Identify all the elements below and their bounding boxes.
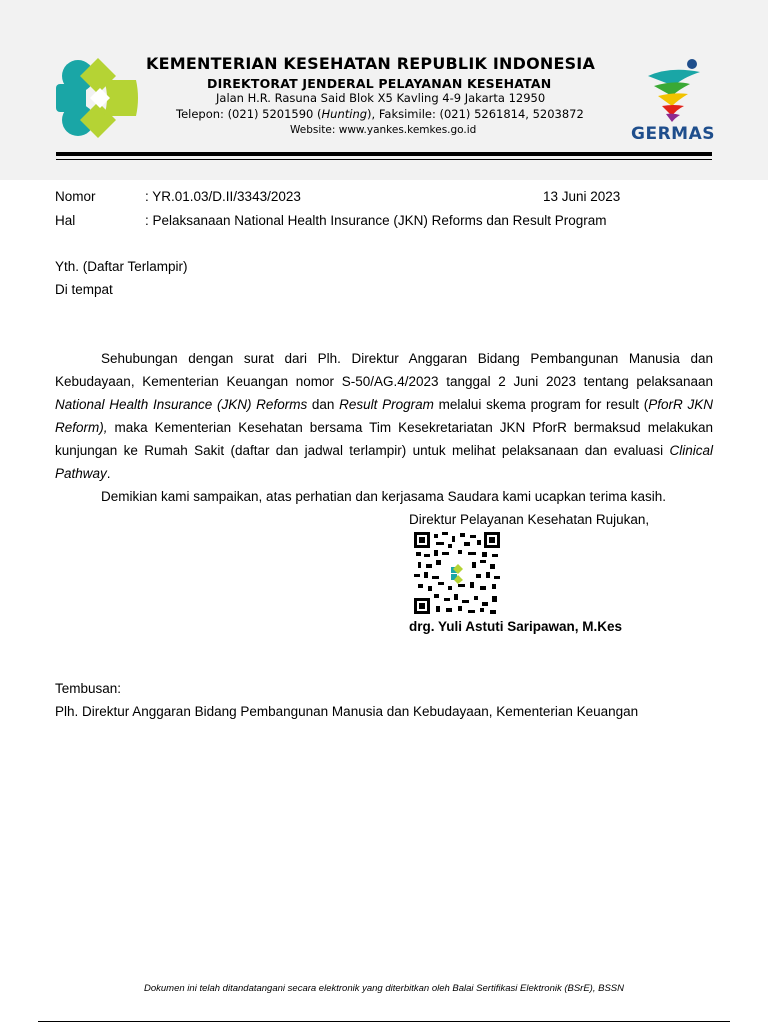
body-paragraph-1: Sehubungan dengan surat dari Plh. Direktur Anggaran Bidang Pembangunan Manusia dan Kebudayaan, Kementerian Keuangan nomor S-50/AG.4/2023 tanggal 2 Juni 2023 tentang pelaksanaan National Health Insurance (JKN) Reforms dan Result Program melalui skema program for result (PforR JKN Reform), maka Kementerian Kesehatan bersama Tim Kesekretariatan JKN PforR bermaksud melakukan kunjungan ke Rumah Sakit (daftar dan jadwal terlampir) untuk melihat pelaksanaan dan evaluasi Clinical Pathway. bbox=[55, 351, 713, 481]
cc-label: Tembusan: bbox=[55, 681, 122, 696]
kemkes-logo-icon bbox=[54, 54, 140, 142]
hal-value: : Pelaksanaan National Health Insurance (JKN) Reforms dan Result Program bbox=[145, 213, 607, 228]
cc-item: Plh. Direktur Anggaran Bidang Pembangunan Manusia dan Kebudayaan, Kementerian Keuangan bbox=[55, 704, 639, 719]
letterhead-rule-thin bbox=[56, 159, 712, 160]
e-signature-note: Dokumen ini telah ditandatangani secara elektronik yang diterbitkan oleh Balai Sertifikasi Elektronik (BSrE), BSSN bbox=[144, 983, 624, 994]
hal-label: Hal bbox=[55, 213, 76, 228]
org-address: Jalan H.R. Rasuna Said Blok X5 Kavling 4-9 Jakarta 12950 bbox=[216, 91, 546, 105]
org-website: Website: www.yankes.kemkes.go.id bbox=[290, 124, 477, 136]
footer-rule bbox=[38, 1021, 730, 1022]
org-name: KEMENTERIAN KESEHATAN REPUBLIK INDONESIA bbox=[146, 54, 596, 73]
org-phone: Telepon: (021) 5201590 (Hunting), Faksimile: (021) 5261814, 5203872 bbox=[176, 107, 584, 121]
letterhead-rule-thick bbox=[56, 152, 712, 156]
nomor-label: Nomor bbox=[55, 189, 96, 204]
recipient-place: Di tempat bbox=[55, 282, 113, 297]
directorate-name: DIREKTORAT JENDERAL PELAYANAN KESEHATAN bbox=[207, 76, 552, 91]
nomor-value: : YR.01.03/D.II/3343/2023 bbox=[145, 189, 301, 204]
germas-label: GERMAS bbox=[631, 124, 715, 144]
qr-code-icon bbox=[414, 532, 500, 614]
signatory-name: drg. Yuli Astuti Saripawan, M.Kes bbox=[409, 619, 623, 634]
recipient-line: Yth. (Daftar Terlampir) bbox=[55, 259, 188, 274]
signature-title: Direktur Pelayanan Kesehatan Rujukan, bbox=[409, 512, 650, 527]
letter-date: 13 Juni 2023 bbox=[543, 189, 621, 204]
germas-logo-icon bbox=[630, 56, 716, 148]
body-paragraph-2: Demikian kami sampaikan, atas perhatian dan kerjasama Saudara kami ucapkan terima kasih. bbox=[101, 489, 667, 504]
